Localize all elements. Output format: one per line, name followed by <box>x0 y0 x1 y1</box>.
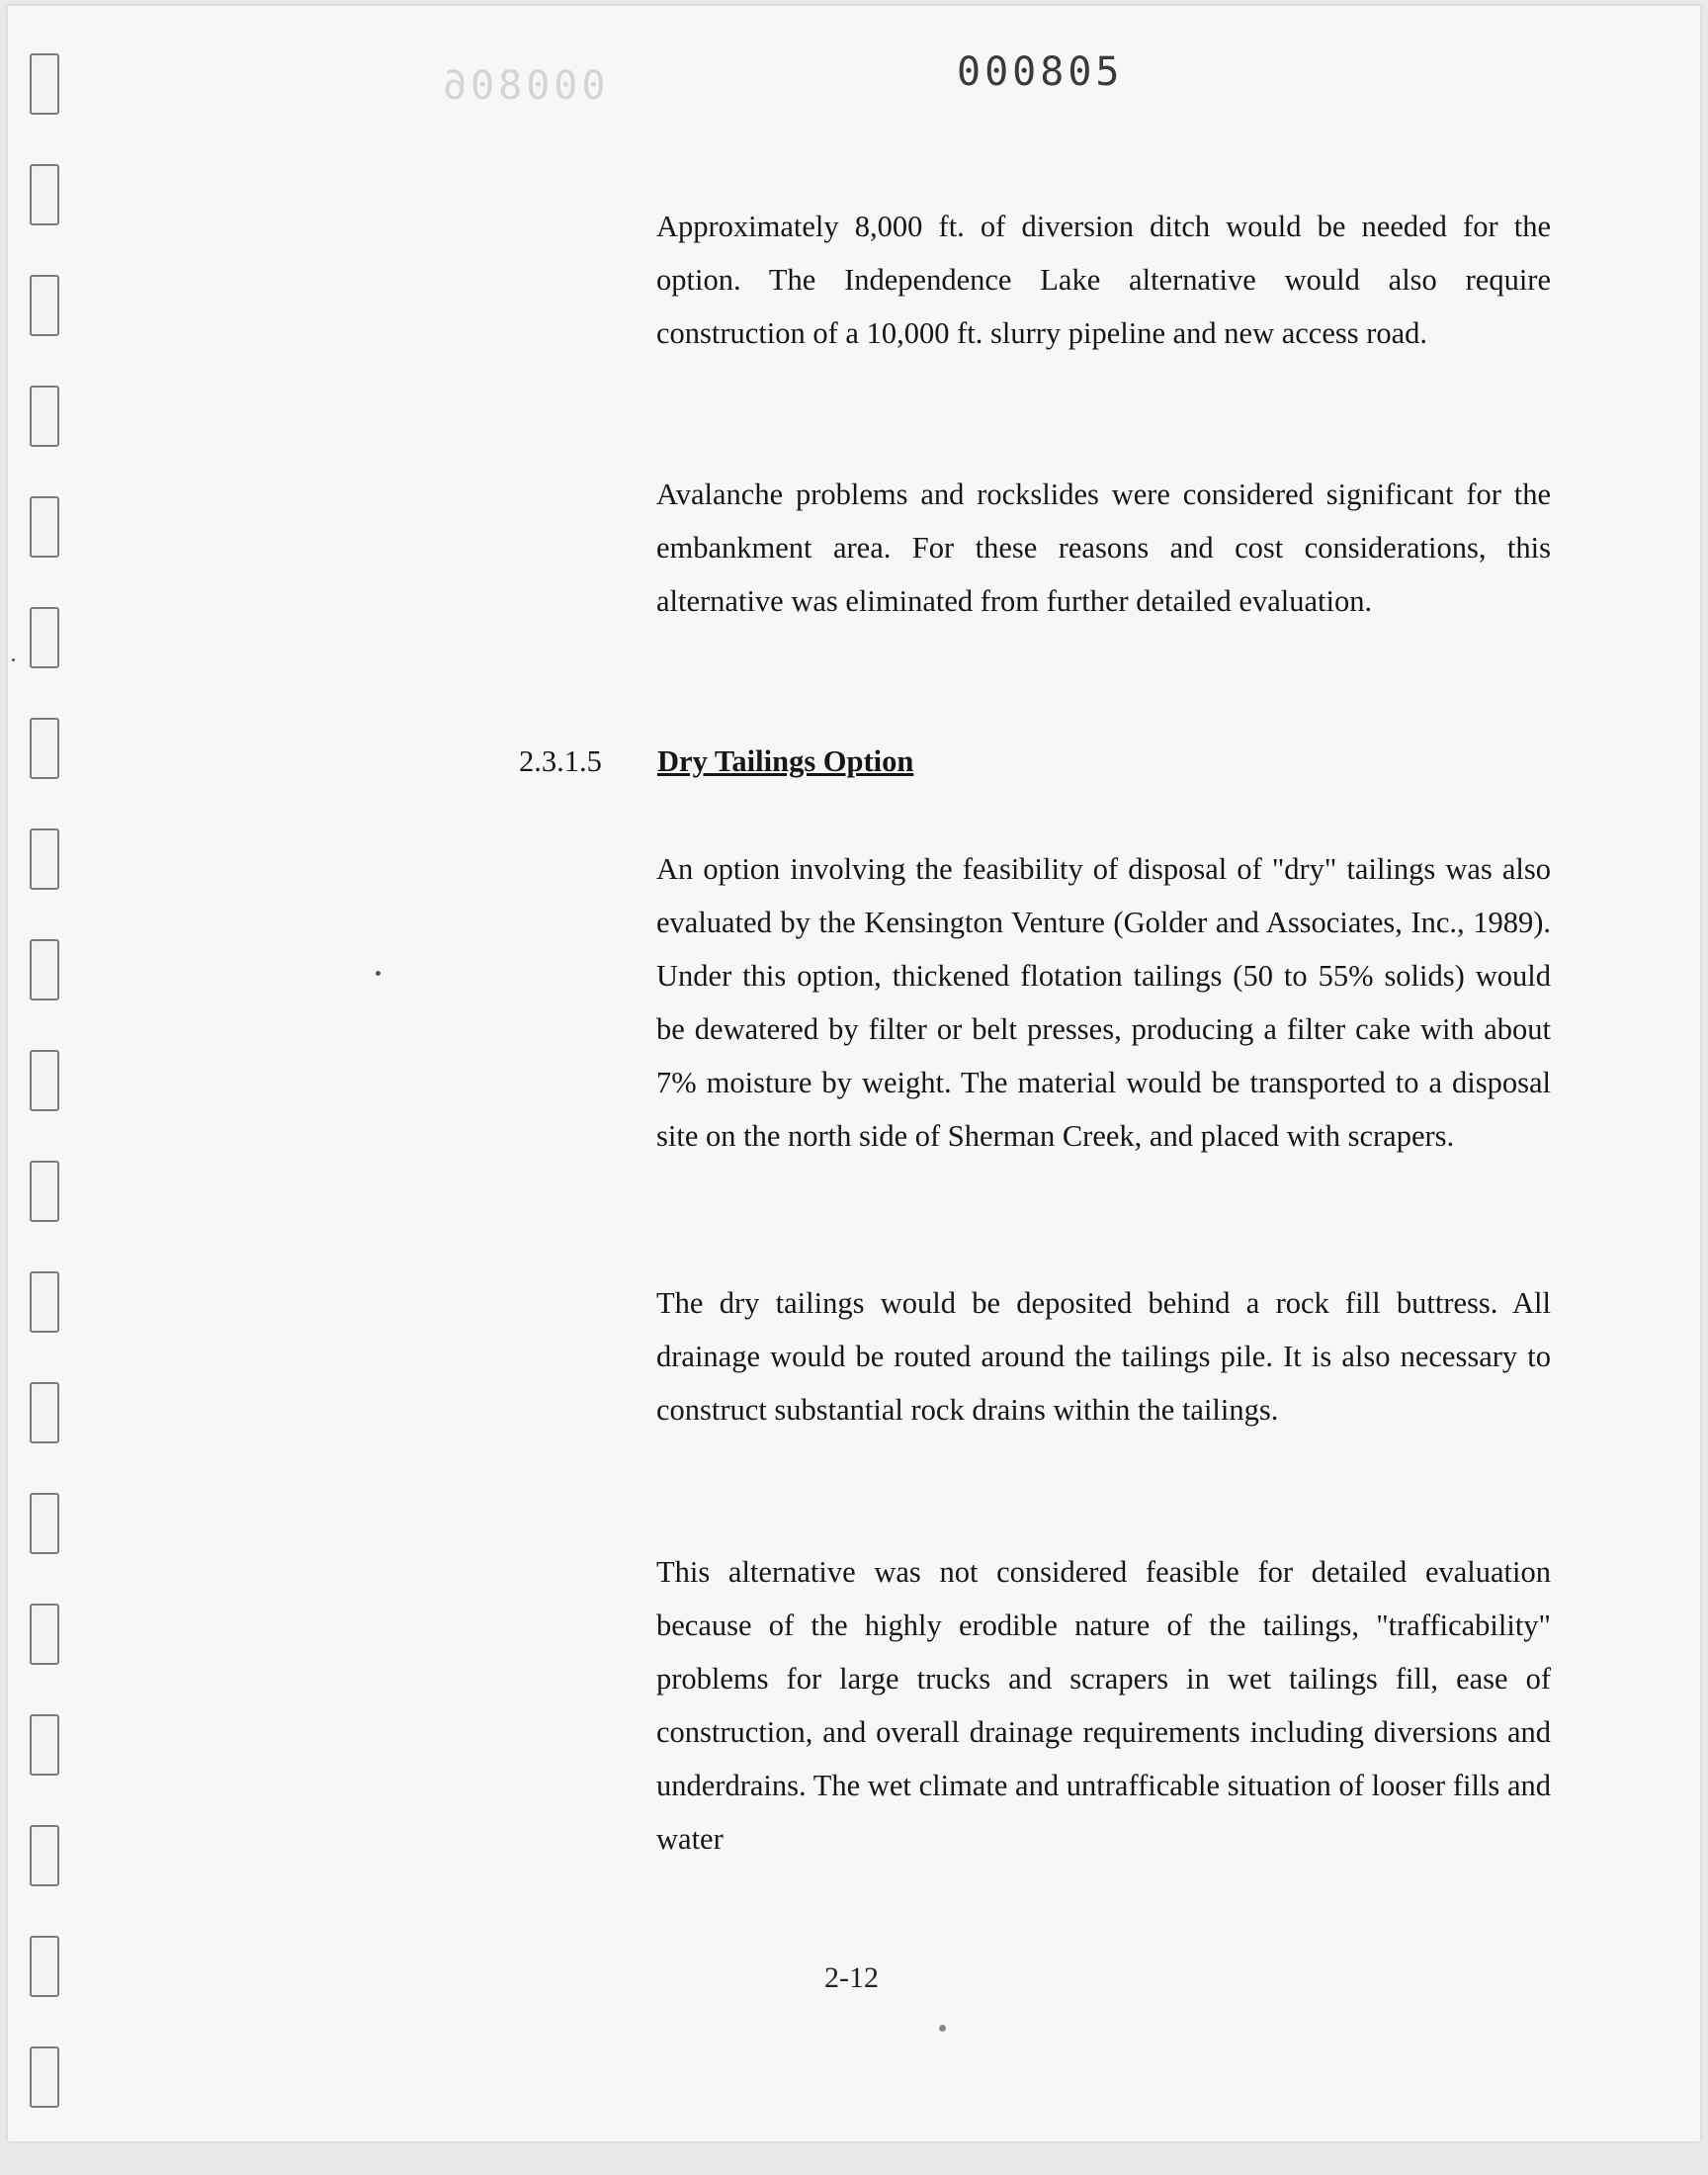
binder-hole <box>30 1050 59 1111</box>
section-title: Dry Tailings Option <box>657 744 914 778</box>
binder-hole <box>30 164 59 225</box>
binder-hole <box>30 1493 59 1554</box>
binder-hole <box>30 1604 59 1665</box>
binder-holes <box>30 6 69 2141</box>
binder-hole <box>30 1382 59 1443</box>
document-page <box>8 6 1700 2141</box>
binder-hole <box>30 1714 59 1776</box>
paragraph-rock-fill-buttress: The dry tailings would be deposited behind a rock fill buttress. All drainage would be routed around the tailings pile. It is also necessary to construct substantial rock drains within the tailings. <box>656 1286 1551 1427</box>
binder-hole <box>30 1825 59 1886</box>
section-number: 2.3.1.5 <box>519 744 602 778</box>
binder-hole <box>30 718 59 779</box>
scan-speck <box>12 658 15 661</box>
bleed-through-number: 000806 <box>439 63 606 109</box>
scan-speck <box>939 2025 946 2032</box>
binder-hole <box>30 386 59 447</box>
page-number: 2-12 <box>824 1961 879 1994</box>
binder-hole <box>30 607 59 668</box>
binder-hole <box>30 2046 59 2108</box>
binder-hole <box>30 53 59 115</box>
paragraph-avalanche: Avalanche problems and rockslides were considered significant for the embankment area. For these reasons and cost considerations, this alternative was eliminated from further detailed evaluation. <box>656 478 1551 618</box>
binder-hole <box>30 496 59 558</box>
bates-number: 000805 <box>957 49 1124 95</box>
paragraph-diversion-ditch: Approximately 8,000 ft. of diversion ditch would be needed for the option. The Independence Lake alternative would also require construction of a 10,000 ft. slurry pipeline and new access road. <box>656 210 1551 350</box>
scan-speck <box>376 971 381 976</box>
binder-hole <box>30 1161 59 1222</box>
binder-hole <box>30 1936 59 1997</box>
paragraph-dry-tailings-option: An option involving the feasibility of disposal of "dry" tailings was also evaluated by the Kensington Venture (Golder and Associates, Inc., 1989). Under this option, thickened flotation tailings (50 to 55% solids) would be dewatered by filter or belt presses, producing a filter cake with about 7% moisture by weight. The material would be transported to a disposal site on the north side of Sherman Creek, and placed with scrapers. <box>656 852 1551 1153</box>
paragraph-not-feasible: This alternative was not considered feasible for detailed evaluation because of the highly erodible nature of the tailings, "trafficability" problems for large trucks and scrapers in wet tailings fill, ease of construction, and overall drainage requirements including diversions and underdrains. The wet climate and untrafficable situation of looser fills and water <box>656 1555 1551 1856</box>
binder-hole <box>30 939 59 1000</box>
binder-hole <box>30 828 59 890</box>
binder-hole <box>30 1271 59 1333</box>
binder-hole <box>30 275 59 336</box>
